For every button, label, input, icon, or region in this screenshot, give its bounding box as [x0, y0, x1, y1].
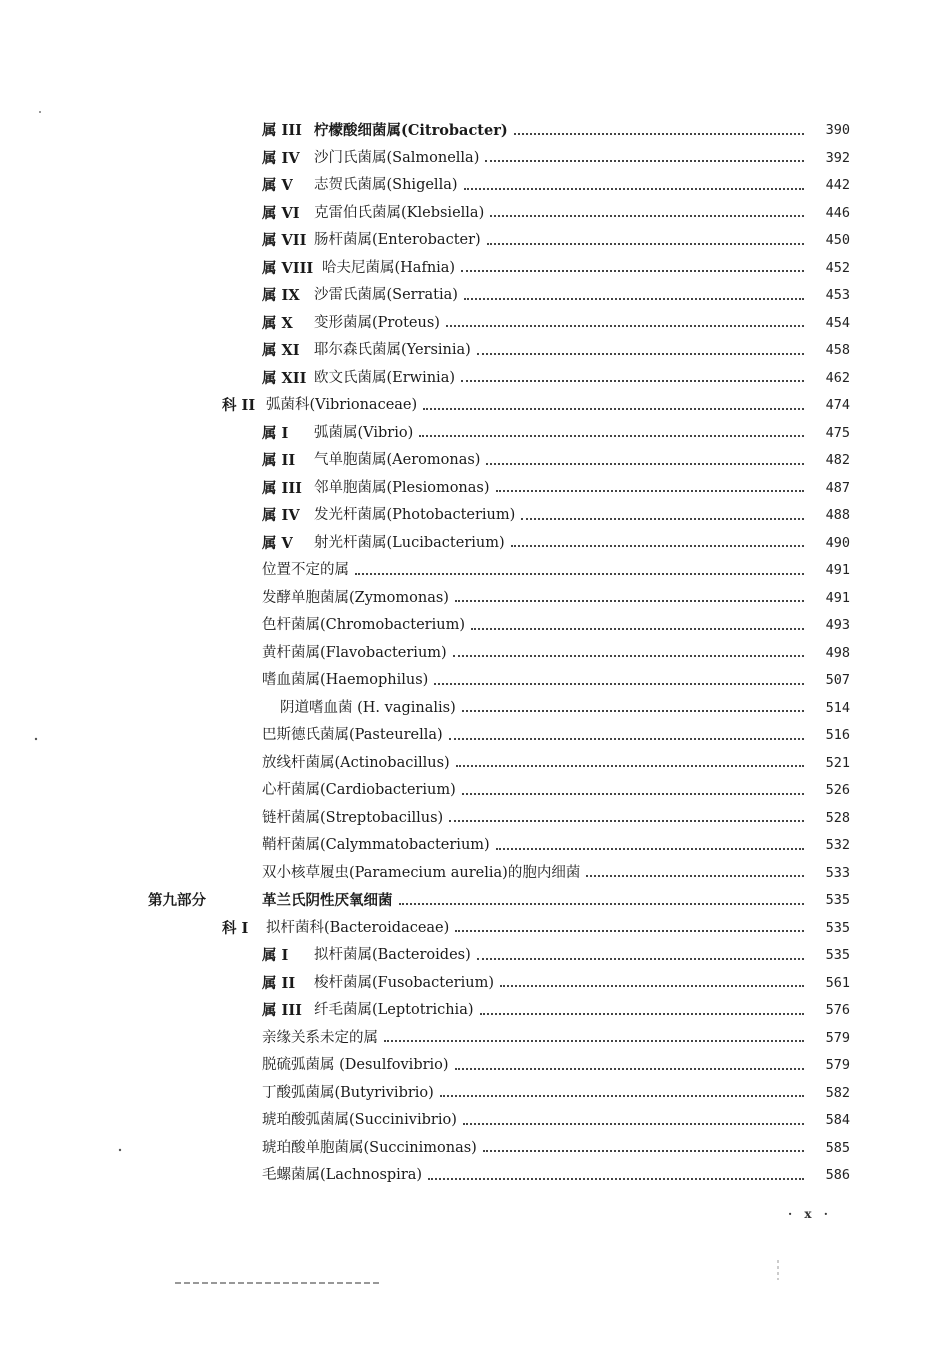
toc-entry: [0, 970, 952, 998]
toc-entry-text: [262, 612, 810, 640]
toc-entry-text: [262, 337, 810, 365]
toc-entry-text: [262, 832, 810, 860]
toc-entry-text: [262, 227, 810, 255]
toc-entry-text: [280, 695, 810, 723]
toc-entry-title: 阴道嗜血菌 (H. vaginalis): [280, 699, 456, 716]
toc-entry: [0, 172, 952, 200]
toc-entry-text: [262, 1080, 810, 1108]
toc-entry-page: 516: [825, 727, 850, 743]
toc-entry-title: 拟杆菌属(Bacteroides): [314, 947, 471, 963]
toc-entry: [0, 282, 952, 310]
dot-leader: [446, 325, 804, 327]
toc-entry-page: 450: [825, 232, 850, 248]
toc-entry-text: [262, 365, 810, 393]
toc-entry-text: [262, 1025, 810, 1053]
toc-entry-title: 肠杆菌属(Enterobacter): [314, 232, 481, 248]
toc-entry-text: [262, 585, 810, 613]
toc-entry-page: 454: [825, 314, 850, 331]
toc-entry-text: [222, 392, 810, 420]
dot-leader: [462, 710, 804, 712]
toc-entry-page: 491: [825, 562, 850, 578]
toc-entry-text: [262, 970, 810, 998]
toc-entry-text: [262, 475, 810, 503]
toc-entry-page: 458: [825, 342, 850, 358]
toc-entry: [0, 1162, 952, 1190]
toc-entry: [0, 117, 952, 145]
toc-entry: [0, 585, 952, 613]
dot-leader: [384, 1040, 804, 1042]
dot-leader: [496, 490, 804, 492]
toc-entry: [0, 557, 952, 585]
toc-entry-text: [262, 420, 810, 448]
toc-entry-text: [262, 1052, 810, 1080]
toc-entry-number: 属 III: [262, 1002, 302, 1019]
toc-entry-text: [262, 777, 810, 805]
toc-entry-title: 放线杆菌属(Actinobacillus): [262, 754, 450, 771]
toc-entry: [0, 392, 952, 420]
toc-entry: [0, 310, 952, 338]
toc-entry-text: [262, 1135, 810, 1163]
toc-entry-title: 脱硫弧菌属 (Desulfovibrio): [262, 1057, 449, 1073]
dot-leader: [419, 435, 804, 437]
toc-entry-title: 梭杆菌属(Fusobacterium): [314, 974, 494, 991]
toc-entry-page: 392: [825, 149, 850, 166]
toc-entry-text: [262, 447, 810, 475]
toc-entry: [0, 337, 952, 365]
toc-entry: [0, 612, 952, 640]
dot-leader: [428, 1178, 804, 1180]
toc-entry-page: 442: [825, 177, 850, 193]
dot-leader: [462, 793, 804, 795]
toc-entry-text: [262, 997, 810, 1025]
dot-leader: [483, 1150, 804, 1152]
toc-entry-page: 526: [825, 782, 850, 798]
toc-entry-text: [262, 117, 810, 145]
toc-entry: [0, 200, 952, 228]
toc-entry-number: 属 V: [262, 534, 293, 552]
toc-entry: [0, 915, 952, 943]
dot-leader: [461, 380, 804, 382]
toc-entry-title: 琥珀酸弧菌属(Succinivibrio): [262, 1112, 457, 1128]
dot-leader: [486, 463, 804, 465]
toc-entry-title: 链杆菌属(Streptobacillus): [262, 809, 444, 826]
dot-leader: [464, 188, 804, 190]
toc-entry-page: 475: [825, 424, 850, 441]
toc-entry-text: [262, 145, 810, 173]
toc-entry-title: 心杆菌属(Cardiobacterium): [262, 782, 456, 798]
page-number-footer: · x ·: [788, 1207, 832, 1221]
dot-leader: [455, 1068, 804, 1070]
toc-entry-text: [262, 1107, 810, 1135]
toc-entry: [0, 502, 952, 530]
toc-entry-title: 琥珀酸单胞菌属(Succinimonas): [262, 1139, 477, 1156]
toc-entry-page: 579: [825, 1029, 850, 1046]
toc-entry-page: 507: [825, 672, 850, 688]
toc-entry-title: 黄杆菌属(Flavobacterium): [262, 644, 447, 661]
dot-leader: [521, 518, 804, 520]
toc-entry-number: 属 IV: [262, 507, 300, 524]
toc-entry-number: 第九部分: [148, 892, 206, 909]
dot-leader: [477, 958, 804, 960]
toc-entry-title: 志贺氏菌属(Shigella): [314, 177, 458, 193]
toc-entry-text: [262, 310, 810, 338]
toc-entry: [0, 145, 952, 173]
toc-entry-page: 446: [825, 204, 850, 221]
dot-leader: [487, 243, 804, 245]
toc-entry-page: 514: [825, 699, 850, 716]
toc-entry-number: 属 XI: [262, 342, 300, 359]
dot-leader: [463, 1123, 804, 1125]
toc-entry: [0, 530, 952, 558]
toc-entry: [0, 1052, 952, 1080]
toc-entry-number: 属 IV: [262, 149, 300, 167]
toc-entry-title: 柠檬酸细菌属(Citrobacter): [314, 122, 508, 139]
toc-entry-page: 488: [825, 507, 850, 523]
toc-entry-title: 亲缘关系未定的属: [262, 1029, 378, 1046]
toc-entry-title: 丁酸弧菌属(Butyrivibrio): [262, 1084, 434, 1101]
toc-entry: [0, 695, 952, 723]
dot-leader: [500, 985, 804, 987]
toc-entry-number: 属 X: [262, 314, 293, 332]
toc-entry-title: 弧菌科(Vibrionaceae): [266, 397, 418, 413]
dot-leader: [434, 683, 804, 685]
toc-entry: [0, 832, 952, 860]
scan-dot-artifact: [39, 111, 41, 113]
dot-leader: [485, 160, 804, 162]
toc-entry: [0, 255, 952, 283]
toc-entry: [0, 722, 952, 750]
toc-entry-text: [262, 860, 810, 888]
toc-entry-page: 584: [825, 1112, 850, 1128]
toc-entry: [0, 447, 952, 475]
toc-entry-text: [262, 667, 810, 695]
toc-entry-number: 属 XII: [262, 369, 307, 387]
toc-entry: [0, 1025, 952, 1053]
toc-entry-text: [262, 640, 810, 668]
toc-entry-text: [262, 530, 810, 558]
toc-entry: [0, 750, 952, 778]
toc-entry-text: [262, 557, 810, 585]
toc-entry-page: 535: [825, 947, 850, 963]
toc-entry: [0, 860, 952, 888]
toc-entry-number: 属 VI: [262, 204, 300, 222]
toc-entry-page: 490: [825, 534, 850, 551]
toc-entry-page: 561: [825, 974, 850, 991]
toc-entry-number: 属 V: [262, 177, 293, 194]
dot-leader: [449, 738, 804, 740]
toc-entry-title: 巴斯德氏菌属(Pasteurella): [262, 727, 443, 743]
toc-entry: [0, 420, 952, 448]
toc-entry-text: [262, 282, 810, 310]
toc-entry-title: 气单胞菌属(Aeromonas): [314, 452, 481, 468]
toc-entry-text: [262, 200, 810, 228]
toc-entry-title: 纤毛菌属(Leptotrichia): [314, 1002, 474, 1018]
toc-entry-page: 487: [825, 479, 850, 496]
dot-leader: [399, 903, 805, 905]
dot-leader: [456, 765, 804, 767]
dot-leader: [490, 215, 804, 217]
dot-leader: [423, 408, 804, 410]
toc-entry-title: 发酵单胞菌属(Zymomonas): [262, 589, 449, 606]
toc-entry-number: 属 I: [262, 947, 289, 964]
toc-entry-title: 双小核草履虫(Paramecium aurelia)的胞内细菌: [262, 864, 581, 881]
toc-entry: [0, 227, 952, 255]
toc-entry-number: 属 II: [262, 452, 296, 469]
toc-entry-number: 属 I: [262, 424, 289, 442]
toc-entry-number: 属 IX: [262, 287, 300, 304]
dot-leader: [496, 848, 804, 850]
toc-entry: [0, 1135, 952, 1163]
toc-entry-number: 科 II: [222, 397, 256, 414]
dot-leader: [514, 133, 804, 135]
toc-entry-title: 革兰氏阴性厌氧细菌: [262, 892, 393, 909]
toc-entry-number: 属 VII: [262, 232, 307, 249]
toc-entry-title: 克雷伯氏菌属(Klebsiella): [314, 204, 485, 221]
toc-entry-title: 毛螺菌属(Lachnospira): [262, 1167, 423, 1183]
toc-entry-title: 沙雷氏菌属(Serratia): [314, 287, 458, 303]
toc-entry: [0, 805, 952, 833]
toc-entry: [0, 475, 952, 503]
toc-entry-title: 鞘杆菌属(Calymmatobacterium): [262, 837, 490, 853]
toc-entry-title: 欧文氏菌属(Erwinia): [314, 369, 455, 386]
toc-entry: [0, 1107, 952, 1135]
toc-entry-page: 453: [825, 287, 850, 303]
toc-entry-page: 474: [825, 397, 850, 413]
toc-entry-text: [262, 172, 810, 200]
dot-leader: [440, 1095, 804, 1097]
dot-leader: [464, 298, 804, 300]
toc-entry-title: 变形菌属(Proteus): [314, 314, 440, 331]
dot-leader: [455, 930, 804, 932]
toc-entry-title: 拟杆菌科(Bacteroidaceae): [266, 919, 450, 936]
toc-entry-title: 发光杆菌属(Photobacterium): [314, 507, 516, 523]
table-of-contents: [0, 117, 952, 1190]
dot-leader: [480, 1013, 805, 1015]
toc-entry-text: [262, 750, 810, 778]
toc-entry: [0, 640, 952, 668]
toc-entry-text: [222, 915, 810, 943]
toc-entry-text: [148, 887, 810, 915]
toc-entry-title: 弧菌属(Vibrio): [314, 424, 414, 441]
toc-entry-page: 576: [825, 1002, 850, 1018]
toc-entry-page: 390: [825, 122, 850, 138]
toc-entry-page: 535: [825, 892, 850, 908]
toc-entry-number: 属 VIII: [262, 259, 314, 277]
dot-leader: [477, 353, 804, 355]
dot-leader: [471, 628, 804, 630]
toc-entry-page: 493: [825, 617, 850, 633]
dot-leader: [355, 573, 804, 575]
dot-leader: [455, 600, 804, 602]
toc-entry-title: 耶尔森氏菌属(Yersinia): [314, 342, 471, 358]
toc-entry-title: 邻单胞菌属(Plesiomonas): [314, 479, 490, 496]
toc-entry-page: 532: [825, 837, 850, 853]
toc-entry-page: 498: [825, 644, 850, 661]
toc-entry-text: [262, 502, 810, 530]
toc-entry: [0, 997, 952, 1025]
toc-entry-text: [262, 805, 810, 833]
toc-entry: [0, 777, 952, 805]
toc-entry-page: 585: [825, 1139, 850, 1156]
toc-entry-page: 491: [825, 589, 850, 606]
toc-entry-text: [262, 722, 810, 750]
toc-entry-text: [262, 255, 810, 283]
toc-entry-page: 533: [825, 864, 850, 881]
toc-entry-number: 属 III: [262, 122, 302, 139]
dot-leader: [511, 545, 804, 547]
toc-entry-title: 哈夫尼菌属(Hafnia): [322, 259, 456, 276]
toc-entry: [0, 942, 952, 970]
toc-entry-page: 528: [825, 809, 850, 826]
toc-entry-number: 科 I: [222, 919, 249, 937]
toc-entry-text: [262, 942, 810, 970]
dot-leader: [449, 820, 804, 822]
dot-leader: [453, 655, 804, 657]
toc-entry-page: 586: [825, 1167, 850, 1183]
toc-entry: [0, 365, 952, 393]
toc-entry-title: 嗜血菌属(Haemophilus): [262, 672, 429, 688]
toc-entry: [0, 1080, 952, 1108]
toc-entry: [0, 887, 952, 915]
toc-entry-number: 属 II: [262, 974, 296, 992]
toc-entry-page: 482: [825, 452, 850, 468]
dot-leader: [461, 270, 804, 272]
toc-entry-page: 521: [825, 754, 850, 771]
toc-entry-page: 582: [825, 1084, 850, 1101]
toc-entry-title: 位置不定的属: [262, 562, 349, 578]
toc-entry-page: 452: [825, 259, 850, 276]
toc-entry: [0, 667, 952, 695]
toc-entry-page: 462: [825, 369, 850, 386]
toc-entry-text: [262, 1162, 810, 1190]
toc-entry-number: 属 III: [262, 479, 302, 497]
toc-entry-page: 535: [825, 919, 850, 936]
toc-entry-title: 色杆菌属(Chromobacterium): [262, 617, 465, 633]
dot-leader: [586, 875, 804, 877]
toc-entry-page: 579: [825, 1057, 850, 1073]
toc-entry-title: 沙门氏菌属(Salmonella): [314, 149, 480, 166]
toc-entry-title: 射光杆菌属(Lucibacterium): [314, 534, 505, 551]
